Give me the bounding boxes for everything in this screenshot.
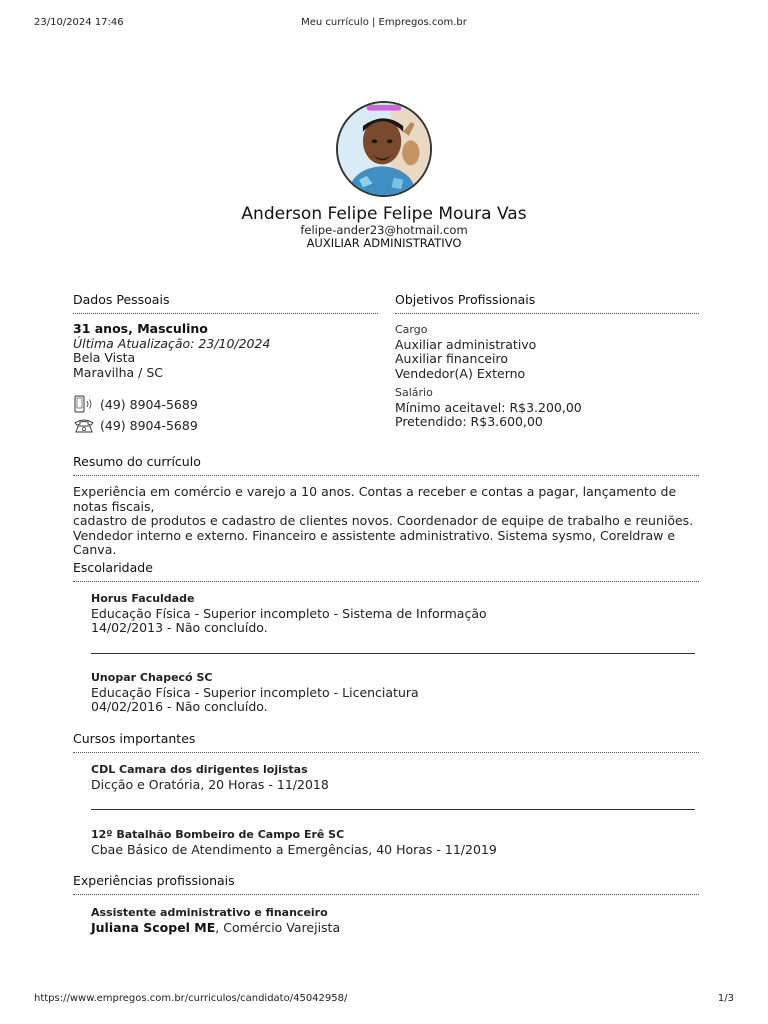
item-divider [91, 809, 695, 810]
cargo-item: Vendedor(A) Externo [395, 365, 526, 381]
last-update: Última Atualização: 23/10/2024 [73, 335, 271, 351]
escolaridade-item [91, 671, 419, 715]
section-experiencias-title: Experiências profissionais [73, 873, 699, 895]
institution-name: Unopar Chapecó SC [91, 671, 213, 684]
profile-photo [338, 103, 430, 195]
objetivos-block [395, 323, 582, 430]
age-gender: 31 anos, Masculino [73, 321, 208, 336]
institution-name: Horus Faculdade [91, 592, 195, 605]
cargo-label: Cargo [395, 323, 428, 336]
city-state: Maravilha / SC [73, 364, 163, 380]
cargo-item: Auxiliar administrativo [395, 336, 537, 352]
section-cursos-title: Cursos importantes [73, 731, 699, 753]
mobile-phone-row [73, 395, 198, 413]
course-description: Educação Física - Superior incompleto - Sistema de Informação [91, 605, 487, 621]
neighborhood: Bela Vista [73, 350, 136, 365]
candidate-email[interactable]: felipe-ander23@hotmail.com [300, 223, 468, 237]
experiencia-company-line [91, 921, 340, 936]
mobile-phone-number[interactable]: (49) 8904-5689 [100, 396, 198, 412]
dados-pessoais-block [73, 322, 270, 380]
print-datetime: 23/10/2024 17:46 [34, 17, 124, 28]
resumo-line: Experiência em comércio e varejo a 10 anos. Contas a receber e contas a pagar, lançamento de notas fiscais, [73, 484, 677, 514]
landline-phone-number[interactable]: (49) 8904-5689 [100, 417, 198, 433]
candidate-role: AUXILIAR ADMINISTRATIVO [306, 236, 462, 250]
course-status: 04/02/2016 - Não concluído. [91, 699, 268, 714]
curso-institution: CDL Camara dos dirigentes lojistas [91, 763, 308, 776]
print-page-title: Meu currículo | Empregos.com.br [301, 17, 467, 28]
resumo-text [73, 485, 703, 558]
experiencia-item [91, 906, 340, 935]
avatar [336, 101, 432, 197]
cargo-item: Auxiliar financeiro [395, 351, 508, 366]
salario-label: Salário [395, 386, 433, 399]
salario-pretendido: Pretendido: R$3.600,00 [395, 414, 543, 429]
curso-detail: Cbae Básico de Atendimento a Emergências, 40 Horas - 11/2019 [91, 841, 497, 857]
resumo-line: cadastro de produtos e cadastro de clientes novos. Coordenador de equipe de trabalho e reuniões. [73, 513, 694, 528]
curso-item [91, 828, 497, 857]
course-description: Educação Física - Superior incompleto - Licenciatura [91, 684, 419, 700]
experiencia-sector: , Comércio Varejista [215, 919, 341, 935]
section-dados-pessoais-title: Dados Pessoais [73, 292, 378, 314]
section-escolaridade-title: Escolaridade [73, 560, 699, 582]
section-resumo-title: Resumo do currículo [73, 454, 699, 476]
mobile-phone-icon [73, 395, 95, 413]
print-page-number: 1/3 [717, 993, 734, 1004]
salario-minimo: Mínimo aceitavel: R$3.200,00 [395, 399, 582, 415]
escolaridade-item [91, 592, 487, 636]
curso-institution: 12º Batalhão Bombeiro de Campo Erê SC [91, 828, 345, 841]
curso-detail: Dicção e Oratória, 20 Horas - 11/2018 [91, 776, 329, 792]
section-objetivos-title: Objetivos Profissionais [395, 292, 699, 314]
candidate-name: Anderson Felipe Felipe Moura Vas [241, 204, 527, 224]
course-status: 14/02/2013 - Não concluído. [91, 620, 268, 635]
resumo-line: Vendedor interno e externo. Financeiro e assistente administrativo. Sistema sysmo, Coreldraw e Canva. [73, 527, 676, 557]
curso-item [91, 763, 329, 792]
telephone-icon [73, 416, 95, 434]
experiencia-company: Juliana Scopel ME [91, 919, 216, 935]
print-url[interactable]: https://www.empregos.com.br/curriculos/candidato/45042958/ [34, 993, 348, 1004]
item-divider [91, 653, 695, 654]
landline-phone-row [73, 416, 198, 434]
experiencia-position: Assistente administrativo e financeiro [91, 906, 328, 919]
